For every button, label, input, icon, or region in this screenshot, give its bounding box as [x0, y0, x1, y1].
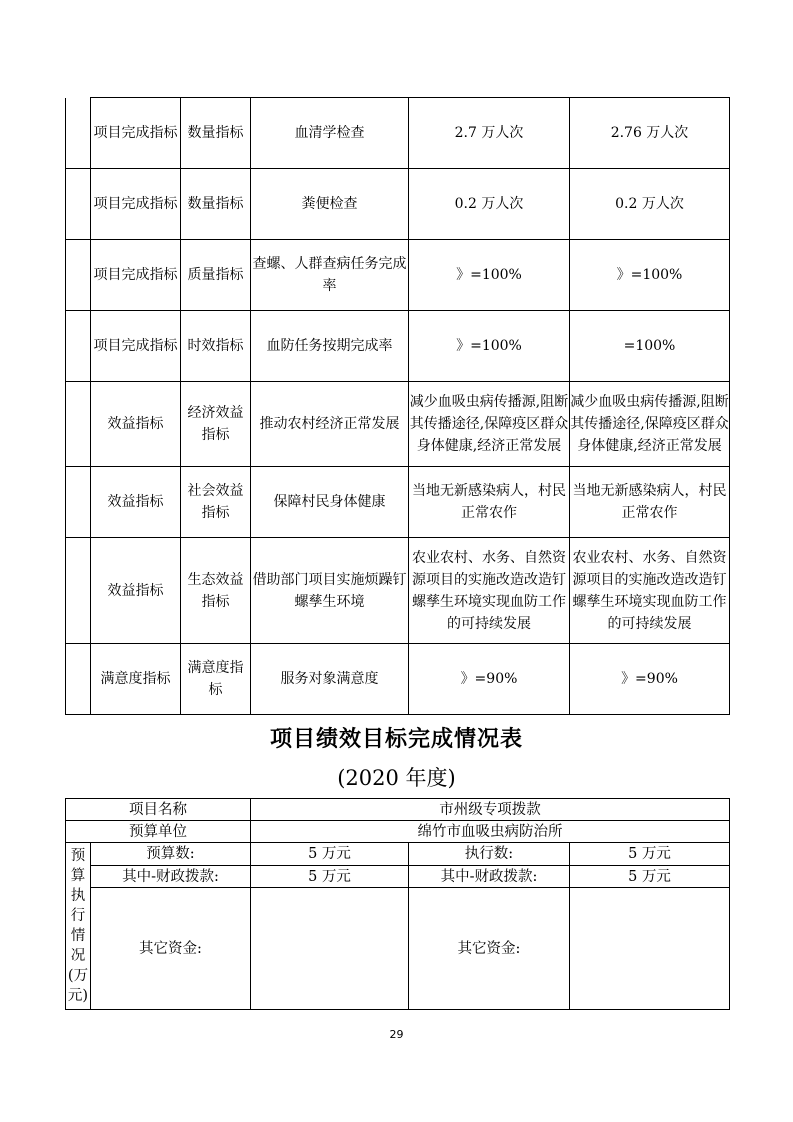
other-funds-value — [251, 888, 409, 1010]
fiscal-exec-value: 5 万元 — [570, 866, 730, 888]
target-value: 》=100% — [409, 311, 570, 382]
table-row — [66, 467, 730, 538]
third-level-indicator: 借助部门项目实施烦躁钉螺孳生环境 — [251, 538, 409, 644]
table-row — [66, 644, 730, 715]
row-spacer — [66, 240, 91, 311]
target-value: 当地无新感染病人，村民正常农作 — [409, 467, 570, 538]
fiscal-exec-label: 其中-财政拨款: — [409, 866, 570, 888]
second-level-indicator: 时效指标 — [181, 311, 251, 382]
first-level-indicator: 项目完成指标 — [91, 240, 181, 311]
actual-value: 2.76 万人次 — [570, 98, 730, 169]
second-level-indicator: 社会效益指标 — [181, 467, 251, 538]
third-level-indicator: 血防任务按期完成率 — [251, 311, 409, 382]
table-row — [66, 240, 730, 311]
actual-value: =100% — [570, 311, 730, 382]
actual-value: 》=90% — [570, 644, 730, 715]
target-value: 2.7 万人次 — [409, 98, 570, 169]
second-level-indicator: 质量指标 — [181, 240, 251, 311]
row-spacer — [66, 467, 91, 538]
second-level-indicator: 满意度指标 — [181, 644, 251, 715]
target-value: 农业农村、水务、自然资源项目的实施改造改造钉螺孳生环境实现血防工作的可持续发展 — [409, 538, 570, 644]
third-level-indicator: 查螺、人群查病任务完成率 — [251, 240, 409, 311]
table-row — [66, 538, 730, 644]
budget-exec-label: 预算执行情况(万元) — [66, 843, 91, 1010]
second-level-indicator: 经济效益指标 — [181, 382, 251, 467]
page-number: 29 — [389, 1028, 404, 1041]
row-spacer — [66, 382, 91, 467]
other-funds-label: 其它资金: — [91, 888, 251, 1010]
actual-value: 减少血吸虫病传播源,阻断其传播途径,保障疫区群众身体健康,经济正常发展 — [570, 382, 730, 467]
other-funds-exec-value — [570, 888, 730, 1010]
target-value: 》=90% — [409, 644, 570, 715]
budget-unit-value: 绵竹市血吸虫病防治所 — [251, 821, 730, 843]
first-level-indicator: 项目完成指标 — [91, 98, 181, 169]
target-value: 》=100% — [409, 240, 570, 311]
table-row — [66, 311, 730, 382]
table-row — [66, 382, 730, 467]
other-funds-exec-label: 其它资金: — [409, 888, 570, 1010]
indicators-table — [65, 97, 730, 715]
actual-value: 》=100% — [570, 240, 730, 311]
second-level-indicator: 生态效益指标 — [181, 538, 251, 644]
target-value: 减少血吸虫病传播源,阻断其传播途径,保障疫区群众身体健康,经济正常发展 — [409, 382, 570, 467]
third-level-indicator: 服务对象满意度 — [251, 644, 409, 715]
executed-label: 执行数: — [409, 843, 570, 866]
actual-value: 0.2 万人次 — [570, 169, 730, 240]
actual-value: 当地无新感染病人，村民正常农作 — [570, 467, 730, 538]
page-subtitle: (2020 年度) — [337, 766, 456, 790]
first-level-indicator: 效益指标 — [91, 382, 181, 467]
first-level-indicator: 效益指标 — [91, 467, 181, 538]
row-spacer — [66, 169, 91, 240]
actual-value: 农业农村、水务、自然资源项目的实施改造改造钉螺孳生环境实现血防工作的可持续发展 — [570, 538, 730, 644]
project-name-label: 项目名称 — [66, 799, 251, 821]
row-spacer — [66, 644, 91, 715]
first-level-indicator: 满意度指标 — [91, 644, 181, 715]
second-level-indicator: 数量指标 — [181, 169, 251, 240]
third-level-indicator: 推动农村经济正常发展 — [251, 382, 409, 467]
executed-value: 5 万元 — [570, 843, 730, 866]
page-title: 项目绩效目标完成情况表 — [269, 727, 523, 752]
row-spacer — [66, 98, 91, 169]
third-level-indicator: 保障村民身体健康 — [251, 467, 409, 538]
table-row — [66, 98, 730, 169]
third-level-indicator: 粪便检查 — [251, 169, 409, 240]
first-level-indicator: 项目完成指标 — [91, 311, 181, 382]
budget-value: 5 万元 — [251, 843, 409, 866]
budget-unit-label: 预算单位 — [66, 821, 251, 843]
table-row — [66, 169, 730, 240]
third-level-indicator: 血清学检查 — [251, 98, 409, 169]
target-value: 0.2 万人次 — [409, 169, 570, 240]
fiscal-budget-value: 5 万元 — [251, 866, 409, 888]
budget-label: 预算数: — [91, 843, 251, 866]
row-spacer — [66, 538, 91, 644]
fiscal-label: 其中-财政拨款: — [91, 866, 251, 888]
summary-table — [65, 798, 730, 1010]
second-level-indicator: 数量指标 — [181, 98, 251, 169]
row-spacer — [66, 311, 91, 382]
first-level-indicator: 项目完成指标 — [91, 169, 181, 240]
first-level-indicator: 效益指标 — [91, 538, 181, 644]
project-name-value: 市州级专项拨款 — [251, 799, 730, 821]
